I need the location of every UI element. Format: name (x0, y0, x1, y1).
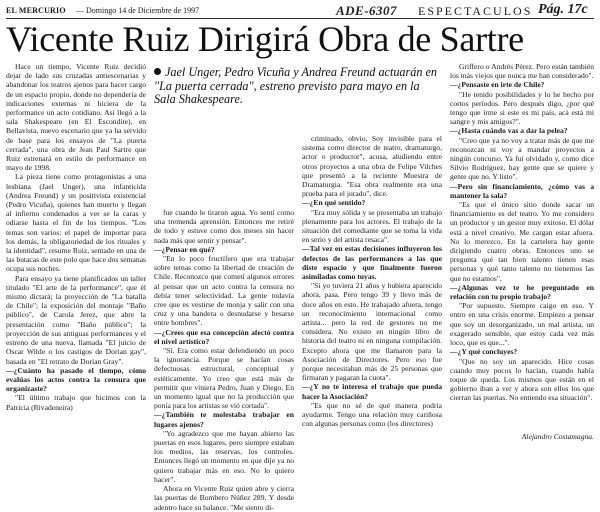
paragraph: "Era muy sólida y se presentaba un trabajo plenamente para los actores. El trabajo de la situación del comediante que se toma la vida en serio y del artista resaca". (302, 207, 442, 245)
article-subhead (154, 66, 442, 107)
paragraph: "He tenido posibilidades y lo he hecho por cortos períodos. Pero después digo, ¿por qué tengo que irme si este es mi país, acá está mi sangre y mis amigos?". (450, 89, 594, 127)
article-column-2 (154, 208, 294, 512)
article-column-1 (6, 62, 146, 444)
newspaper-name: EL MERCURIO (6, 6, 66, 15)
paragraph: "Yo agradezco que me hayan abierto las puertas en esos lugares, pero siempre estaban los medios, las reservas, los controles. Entonces llegó un momento en que dije ya no quiero trabajar más en eso. No lo quiero hacer". (154, 428, 294, 484)
paragraph: Para ensayo ya tiene planificados un taller titulado "El arte de la performance", que él mismo dictará; la proyección de "La batalla de Chile"; la exposición del montaje "Baño público", de Carola Jerez, que abre la presentación como "Baño público"; la proyección de sus antiguas performances y el estreno de una nueva, llamada "El juicio de Oscar Wilde o los castigos de Dorian gay", basada en "El retrato de Dorian Gray". (6, 273, 146, 366)
interview-question: —Pero sin financiamiento, ¿cómo vas a mantener la sala? (450, 181, 594, 200)
interview-question: —¿Y no te interesa el trabajo que pueda hacer la Asociación? (302, 382, 442, 401)
paragraph: fue cuando le tiraron agua. Yo sentí como una tremenda aprensión. Entonces me retiré de todo y estuve como dos meses sin hacer nada más que sentir y pensar". (154, 208, 294, 245)
paragraph: "En lo poco fructífero que era trabajar sobre temas como la libertad de creación de Chile. Reconozco que cometí algunos errores al pensar que un acto contra la censura no debía tener selectividad. La gente todavía cree que es vestirse de monja y salir con una cruz y una bandera o desnudarse y besarse entre hombres". (154, 254, 294, 328)
paragraph: La pieza tiene como protagonistas a una lesbiana (Jael Unger), una infanticida (Andrea Freund) y un positivista existencial (Pedro Vicuña), quienes han muerto y llegan al infierno condenados a ver se la caras y odiarse hasta el fin de los tiempos. "Los temas son varios: el papel de importar para los demás, la obligatoriedad de los rituales y la identidad", resume Ruiz, sentado en una de las butacas de este polo que hace dos semanas ocupa sus noches. (6, 172, 147, 274)
interview-question: —¿Algunas vez te he preguntado en relación con tu propio trabajo? (450, 282, 594, 302)
paragraph: "Que no soy un aparecido. Hice cosas cuando muy pocos lo hacían, cuando había toque de queda. Los mismos que están en el gobierno iban a ver y ahora son ellos los que cierran las puertas. No entiendo esa situación". (450, 356, 594, 403)
paragraph: criminado, obvio. Soy invisible para el sistema como director de teatro, dramaturgo, actor o productor", acusa, aludiendo entre otros proyectos a una obra de Felipe Vilches que presentó a la reciente Muestra de Dramaturgia. "Esa obra realmente era una prueba para el jurado", dice. (302, 134, 442, 199)
bullet-icon (154, 68, 161, 75)
paragraph: Ahora en Vicente Ruiz quien abre y cierra las puertas de Bombero Núñez 289. Y desde adentro hace su balance. "Me siento di- (154, 484, 294, 512)
section-name: ESPECTACULOS (418, 4, 533, 18)
page-annotation: Pág. 17c (538, 2, 588, 17)
interview-question: —¿En qué sentido? (302, 198, 366, 208)
article-column-3 (302, 134, 442, 444)
interview-question: —¿Cuánto ha pasado el tiempo, cómo evalúas los actos contra la censura que organizaste? (6, 365, 146, 394)
paragraph: "Sí. Era como estar defendiendo un poco la ignorancia. Porque se hacían cosas defectuosas estructural, conceptual y estéticamente. Yo creo que está más de permitir que viniera Pedro, Juan y Diego. En un momento igual que no la producción que ponía para los artistas se vió cortada". (154, 346, 294, 411)
paragraph: "Creo que ya no voy a tratar más de que me reconozcan ni voy a mandar proyectos a ningún concurso. Ya fui olvidado y, como dice Silvio Rodríguez, hay gente que se quiere y gente que no. Y listo". (450, 135, 594, 182)
paragraph: "Es que no sé de qué manera podría ayudarme. Tengo una relación muy cariñosa con algunas personas como (los directores) (302, 400, 442, 429)
archive-reference-code: ADE-6307 (336, 3, 398, 18)
masthead (6, 3, 594, 17)
paragraph: "Sí yo tuviera 21 años y hubiera aparecido ahora, pasa. Pero tengo 39 y llevo más de doce años en esto. He trabajado afuera, tengo un reconocimiento internacional como artista... pero la red de gestores no me considera. No existo en ningún libro de historia del teatro ni en ninguna compilación. Excepto ahora que me llamaron para la Asociación de Directores. Pero eso fue porque necesitaban más de 25 personas que firmaran y pagaran la cuota". (302, 281, 442, 383)
interview-question: —¿Crees que esa concepción afectó contra el nivel artístico? (154, 327, 294, 346)
paragraph: "Es que el único sitio donde sacar un financiamiento es del teatro. Yo me considero un productor y un gestor muy exitoso. El dólar está a nivel creativo. Me cargan estar afuera. No lo merezco. En la cartelera hay gente dirigiendo cuatro obras. Entonces uno se pregunta qué tan bien talento tienen esas personas y qué tanto talento no tienemos las que no estamos". (450, 200, 594, 283)
article-headline: Vicente Ruiz Dirigirá Obra de Sartre (6, 19, 524, 59)
paragraph: "Por supuesto. Siempre caigo en eso. Y entro en una crisis enorme. Empiezo a pensar que soy un desorganizado, un mal artista, un exagerado sensible, que estoy cada vez más loco, que es que...". (450, 301, 594, 348)
author-byline: Alejandro Costamagna. (521, 432, 594, 441)
subhead-text: Jael Unger, Pedro Vicuña y Andrea Freund actuarán en "La puerta cerrada", estreno previsto para mayo en la Sala Shakespeare. (154, 65, 438, 107)
interview-question: —¿Pensaste en irte de Chile? (450, 80, 545, 90)
interview-question: —¿Pensar en qué? (154, 244, 215, 254)
interview-question: —¿Hasta cuándo vas a dar la pelea? (450, 126, 568, 136)
interview-question: —¿Y qué concluyes? (450, 347, 518, 357)
paragraph: Hace un tiempo, Vicente Ruiz decidió dejar de lado sus cruzadas antiescenarias y abandonar los teatros ajenos para hacer cargo de un espacio propio, donde no dependería de indicaciones externas ni hiciera de la performance un acto cotidiano. Así llegó a la sala Shakespeare (en El Escondite), en Bellavista, nuevo escenario que ya ha servido de base para los ensayos de "La puerta cerrada", una obra de Jean Paul Sartre que Ruiz estrenará en estilo de performance en mayo de 1998. (6, 62, 146, 173)
interview-question: —¿También te molestaba trabajar en lugares ajenos? (154, 410, 294, 429)
publication-date: — Domingo 14 de Diciembre de 1997 (76, 6, 200, 15)
paragraph: Griffero o Andrés Pérez. Pero están también los más viejos que nunca me han considerado". (450, 62, 594, 81)
interview-question: —Tal vez en estas decisiones influyeron los defectos de las performances a las que diste espacio y que finalmente fueron asimiladas como tuyas. (302, 244, 442, 282)
paragraph: "El último trabajo que hicimos con la Patricia (Rivadeneira) (6, 393, 146, 412)
article-column-4 (450, 62, 594, 444)
